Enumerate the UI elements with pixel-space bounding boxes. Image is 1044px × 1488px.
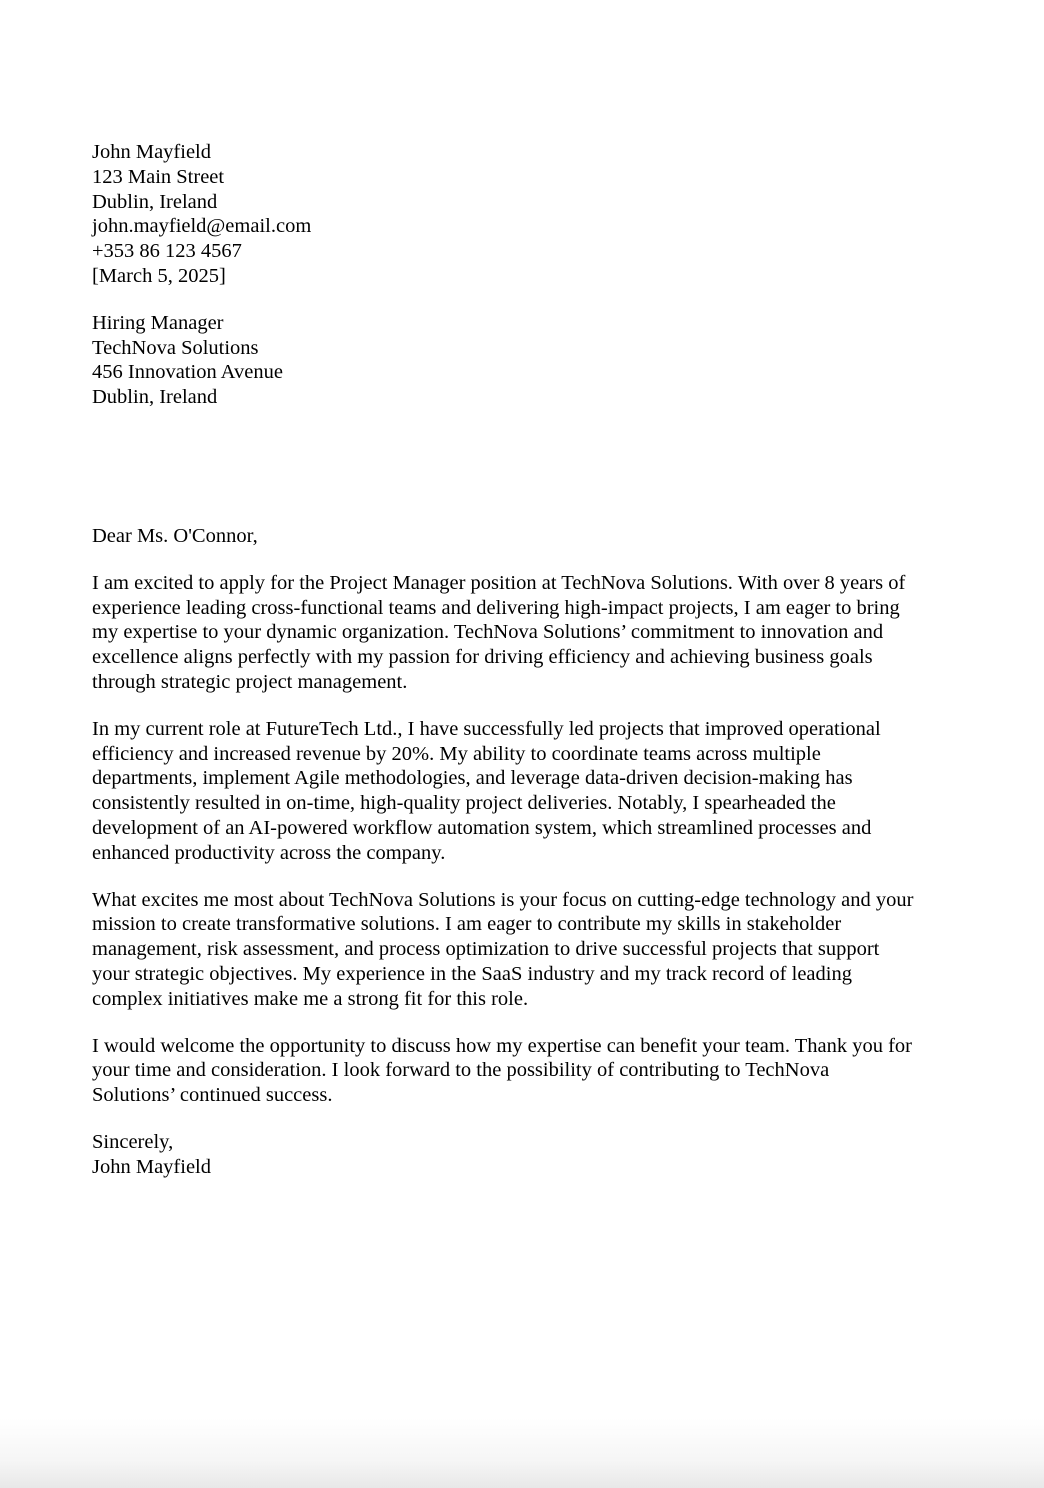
paragraph-line: excellence aligns perfectly with my passion for driving efficiency and achieving business goals: [92, 646, 873, 669]
paragraph-line: mission to create transformative solutions. I am eager to contribute my skills in stakeholder: [92, 913, 842, 936]
paragraph-line: efficiency and increased revenue by 20%. My ability to coordinate teams across multiple: [92, 742, 821, 765]
paragraph-line: management, risk assessment, and process optimization to drive successful projects that support: [92, 938, 880, 961]
paragraph-line: Solutions’ continued success.: [92, 1084, 333, 1107]
paragraph-motivation: [92, 888, 972, 1012]
paragraph-intro: [92, 571, 972, 695]
paragraph-line: experience leading cross-functional teams and delivering high-impact projects, I am eager to bring: [92, 596, 900, 619]
paragraph-line: your strategic objectives. My experience in the SaaS industry and my track record of leading: [92, 962, 852, 985]
paragraph-line: I am excited to apply for the Project Manager position at TechNova Solutions. With over 8 years of: [92, 571, 906, 594]
paragraph-line: my expertise to your dynamic organization. TechNova Solutions’ commitment to innovation and: [92, 621, 884, 644]
page-bottom-shadow: [0, 1418, 1044, 1488]
paragraph-line: What excites me most about TechNova Solutions is your focus on cutting-edge technology and your: [92, 888, 914, 911]
sender-address-block: [92, 140, 972, 289]
sender-street: 123 Main Street: [92, 165, 225, 188]
paragraph-line: I would welcome the opportunity to discuss how my expertise can benefit your team. Thank you for: [92, 1034, 912, 1057]
salutation: [92, 524, 972, 549]
paragraph-line: through strategic project management.: [92, 670, 408, 693]
closing-block: [92, 1130, 972, 1180]
recipient-company: TechNova Solutions: [92, 336, 259, 359]
recipient-address-block: [92, 311, 972, 410]
paragraph-line: In my current role at FutureTech Ltd., I have successfully led projects that improved operational: [92, 717, 881, 740]
signature: John Mayfield: [92, 1155, 211, 1178]
paragraph-closing: [92, 1034, 972, 1108]
letter-date: [March 5, 2025]: [92, 264, 226, 287]
recipient-street: 456 Innovation Avenue: [92, 361, 283, 384]
sender-city: Dublin, Ireland: [92, 190, 218, 213]
sender-email: john.mayfield@email.com: [92, 215, 312, 238]
paragraph-line: enhanced productivity across the company.: [92, 841, 446, 864]
paragraph-line: consistently resulted in on-time, high-quality project deliveries. Notably, I spearheaded the: [92, 792, 836, 815]
paragraph-line: your time and consideration. I look forward to the possibility of contributing to TechNova: [92, 1059, 830, 1082]
recipient-title: Hiring Manager: [92, 311, 224, 334]
valediction: Sincerely,: [92, 1130, 174, 1153]
paragraph-line: complex initiatives make me a strong fit for this role.: [92, 987, 529, 1010]
paragraph-line: departments, implement Agile methodologies, and leverage data-driven decision-making has: [92, 767, 853, 790]
paragraph-line: development of an AI-powered workflow automation system, which streamlined processes and: [92, 816, 872, 839]
sender-phone: +353 86 123 4567: [92, 240, 242, 263]
paragraph-experience: [92, 717, 972, 866]
sender-name: John Mayfield: [92, 141, 211, 163]
cover-letter-page: [92, 140, 972, 1180]
recipient-city: Dublin, Ireland: [92, 386, 218, 409]
salutation-text: Dear Ms. O'Connor,: [92, 524, 258, 547]
